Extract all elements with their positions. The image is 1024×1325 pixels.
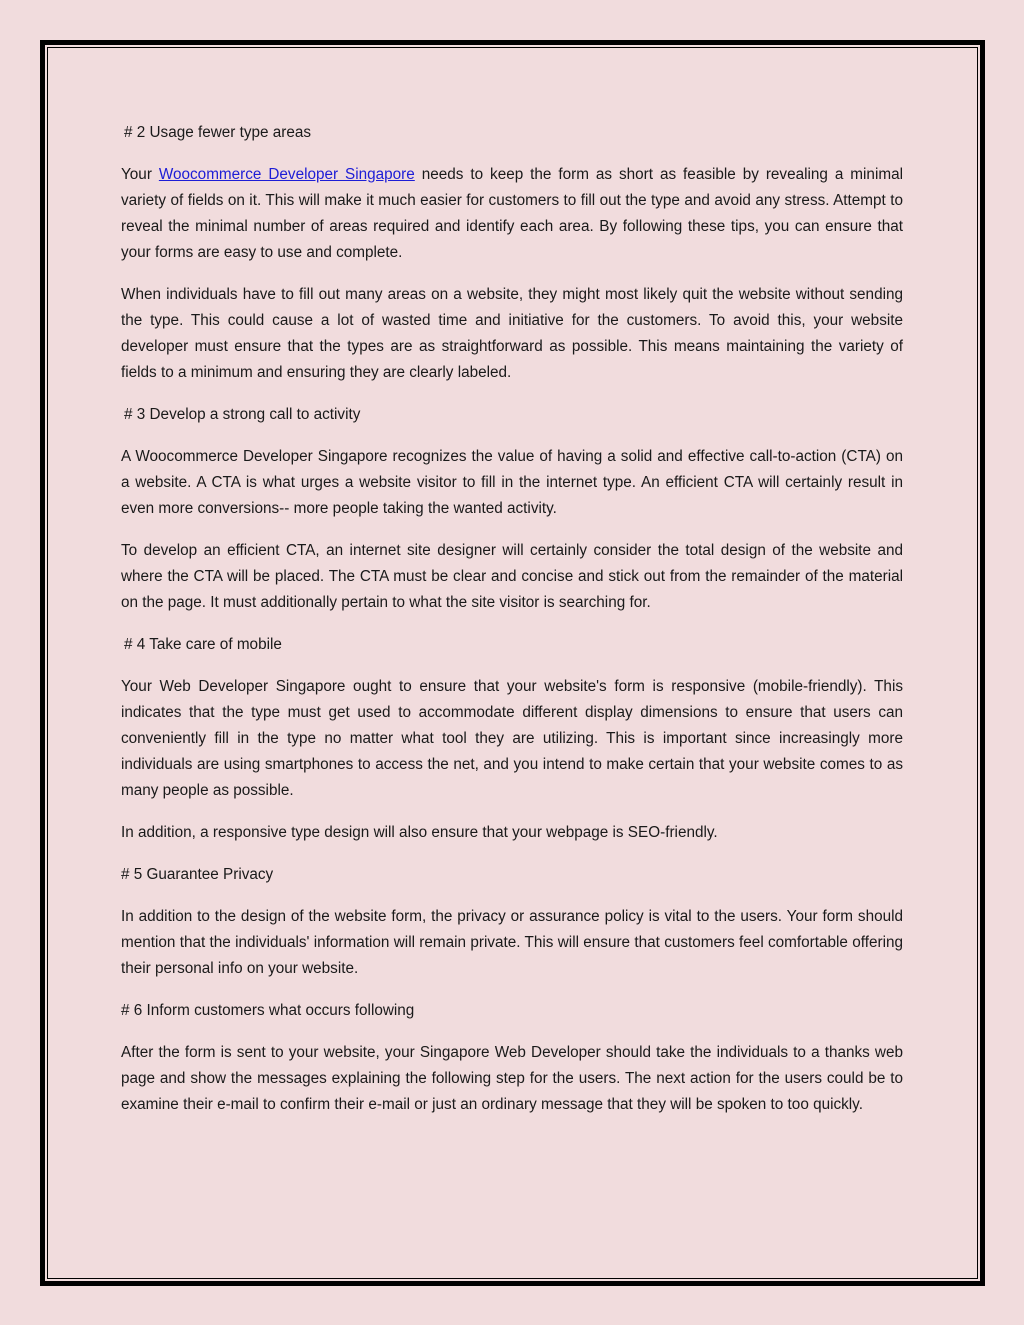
paragraph: Your Web Developer Singapore ought to ensure that your website's form is responsive (mobile-friendly). This indicates that the type must get used to accommodate different display dimensions to ensure that users can conveniently fill in the type no matter what tool they are utilizing. This is important since increasingly more individuals are using smartphones to access the net, and you intend to make certain that your website comes to as many people as possible.: [121, 678, 903, 799]
paragraph: After the form is sent to your website, your Singapore Web Developer should take the individuals to a thanks web page and show the messages explaining the following step for the users. The next action for the users could be to examine their e-mail to confirm their e-mail or just an ordinary message that they will be spoken to too quickly.: [121, 1044, 903, 1113]
woocommerce-developer-link[interactable]: Woocommerce Developer Singapore: [158, 166, 415, 183]
paragraph: A Woocommerce Developer Singapore recognizes the value of having a solid and effective call-to-action (CTA) on a website. A CTA is what urges a website visitor to fill in the internet type. An efficient CTA will certainly result in even more conversions-- more people taking the wanted activity.: [121, 448, 903, 517]
section-heading-5: # 5 Guarantee Privacy: [121, 866, 274, 883]
section-heading-4: # 4 Take care of mobile: [124, 636, 282, 653]
paragraph-text: needs to keep the form as short as feasible by revealing a minimal variety of fields on it. This will make it much easier for customers to fill out the type and avoid any stress. Attempt to reveal the minimal number of areas required and identify each area. By following these tips, you can ensure that your forms are easy to use and complete.: [121, 166, 903, 261]
section-heading-2: # 2 Usage fewer type areas: [124, 124, 312, 141]
paragraph: In addition to the design of the website form, the privacy or assurance policy is vital to the users. Your form should mention that the individuals' information will remain private. This will ensure that customers feel comfortable offering their personal info on your website.: [121, 908, 903, 977]
paragraph: To develop an efficient CTA, an internet site designer will certainly consider the total design of the website and where the CTA will be placed. The CTA must be clear and concise and stick out from the remainder of the material on the page. It must additionally pertain to what the site visitor is searching for.: [121, 542, 903, 611]
document-body: [121, 120, 903, 1134]
paragraph-prefix: Your: [121, 166, 159, 183]
paragraph: When individuals have to fill out many areas on a website, they might most likely quit the website without sending the type. This could cause a lot of wasted time and initiative for the customers. To avoid this, your website developer must ensure that the types are as straightforward as possible. This means maintaining the variety of fields to a minimum and ensuring they are clearly labeled.: [121, 286, 903, 381]
section-heading-6: # 6 Inform customers what occurs following: [121, 1002, 415, 1019]
paragraph: [121, 162, 903, 266]
paragraph: In addition, a responsive type design will also ensure that your webpage is SEO-friendly.: [121, 824, 718, 841]
section-heading-3: # 3 Develop a strong call to activity: [124, 406, 361, 423]
